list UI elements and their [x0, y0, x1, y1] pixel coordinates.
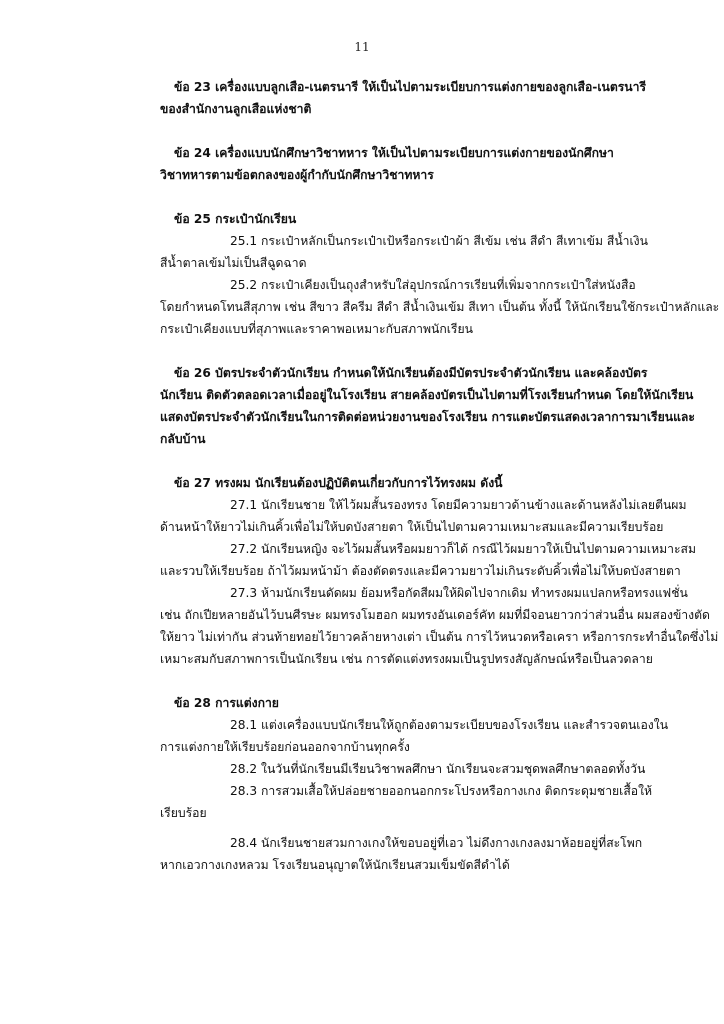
clause-28-3-line-2: เรียบร้อย	[160, 806, 207, 820]
section-27	[160, 472, 719, 670]
clause-28-4-line-1: 28.4 นักเรียนชายสวมกางเกงให้ขอบอยู่ที่เอว ไม่ดึงกางเกงลงมาห้อยอยู่ที่สะโพก	[230, 836, 643, 850]
section-24-line-1: ข้อ 24 เครื่องแบบนักศึกษาวิชาทหาร ให้เป็นไปตามระเบียบการแต่งกายของนักศึกษา	[174, 146, 614, 160]
clause-27-1-line-2: ด้านหน้าให้ยาวไม่เกินคิ้วเพื่อไม่ให้บดบังสายตา ให้เป็นไปตามความเหมาะสมและมีความเรียบร้อย	[160, 520, 664, 534]
clause-28-1-line-2: การแต่งกายให้เรียบร้อยก่อนออกจากบ้านทุกครั้ง	[160, 740, 410, 754]
section-23-line-1: ข้อ 23 เครื่องแบบลูกเสือ-เนตรนารี ให้เป็นไปตามระเบียบการแต่งกายของลูกเสือ-เนตรนารี	[174, 80, 647, 94]
clause-28-2-line-1: 28.2 ในวันที่นักเรียนมีเรียนวิชาพลศึกษา นักเรียนจะสวมชุดพลศึกษาตลอดทั้งวัน	[230, 762, 646, 776]
clause-27-1-line-1: 27.1 นักเรียนชาย ให้ไว้ผมสั้นรองทรง โดยมีความยาวด้านข้างและด้านหลังไม่เลยตีนผม	[230, 498, 687, 512]
section-26-line-1: ข้อ 26 บัตรประจำตัวนักเรียน กำหนดให้นักเรียนต้องมีบัตรประจำตัวนักเรียน และคล้องบัตร	[174, 366, 648, 380]
section-26-line-2: นักเรียน ติดตัวตลอดเวลาเมื่ออยู่ในโรงเรียน สายคล้องบัตรเป็นไปตามที่โรงเรียนกำหนด โดยให้นักเรียน	[160, 388, 694, 402]
section-28-heading: ข้อ 28 การแต่งกาย	[174, 696, 279, 710]
section-23-line-2: ของสำนักงานลูกเสือแห่งชาติ	[160, 102, 312, 116]
clause-28-1-line-1: 28.1 แต่งเครื่องแบบนักเรียนให้ถูกต้องตามระเบียบของโรงเรียน และสำรวจตนเองใน	[230, 718, 669, 732]
section-25-heading: ข้อ 25 กระเป๋านักเรียน	[174, 212, 297, 226]
clause-27-3-line-2: เช่น ถักเปียหลายอันไว้บนศีรษะ ผมทรงโมฮอก ผมทรงอันเดอร์คัท ผมที่มีจอนยาวกว่าส่วนอื่น ผมสองข้างตัด	[160, 608, 710, 622]
clause-28-3-line-1: 28.3 การสวมเสื้อให้ปล่อยชายออกนอกกระโปรงหรือกางเกง ติดกระดุมชายเสื้อให้	[230, 784, 653, 798]
clause-25-2-line-1: 25.2 กระเป๋าเคียงเป็นถุงสำหรับใส่อุปกรณ์การเรียนที่เพิ่มจากกระเป๋าใส่หนังสือ	[230, 278, 636, 292]
clause-25-1-line-1: 25.1 กระเป๋าหลักเป็นกระเป๋าเป้หรือกระเป๋าผ้า สีเข้ม เช่น สีดำ สีเทาเข้ม สีน้ำเงิน	[230, 234, 648, 248]
clause-25-2-line-3: กระเป๋าเคียงแบบที่สุภาพและราคาพอเหมาะกับสภาพนักเรียน	[160, 322, 473, 336]
section-28	[160, 692, 672, 876]
document-body	[160, 76, 720, 898]
section-24	[160, 142, 672, 186]
clause-27-3-line-1: 27.3 ห้ามนักเรียนดัดผม ย้อมหรือกัดสีผมให้ผิดไปจากเดิม ทำทรงผมแปลกหรือทรงแฟชั่น	[230, 586, 688, 600]
section-26-line-4: กลับบ้าน	[160, 432, 206, 446]
clause-27-2-line-1: 27.2 นักเรียนหญิง จะไว้ผมสั้นหรือผมยาวก็ได้ กรณีไว้ผมยาวให้เป็นไปตามความเหมาะสม	[230, 542, 697, 556]
page-number: 11	[354, 40, 370, 54]
section-26-line-3: แสดงบัตรประจำตัวนักเรียนในการติดต่อหน่วยงานของโรงเรียน การแตะบัตรแสดงเวลาการมาเรียนและ	[160, 410, 695, 424]
clause-28-4-line-2: หากเอวกางเกงหลวม โรงเรียนอนุญาตให้นักเรียนสวมเข็มขัดสีดำได้	[160, 858, 510, 872]
clause-27-2-line-2: และรวบให้เรียบร้อย ถ้าไว้ผมหน้าม้า ต้องตัดตรงและมีความยาวไม่เกินระดับคิ้วเพื่อไม่ให้บดบังสายตา	[160, 564, 681, 578]
section-23	[160, 76, 672, 120]
clause-25-1-line-2: สีน้ำตาลเข้มไม่เป็นสีฉูดฉาด	[160, 256, 307, 270]
section-26	[160, 362, 695, 450]
section-27-heading: ข้อ 27 ทรงผม นักเรียนต้องปฏิบัติตนเกี่ยวกับการไว้ทรงผม ดังนี้	[174, 476, 503, 490]
clause-27-3-line-3: ให้ยาว ไม่เท่ากัน ส่วนท้ายทอยไว้ยาวคล้ายหางเต่า เป็นต้น การไว้หนวดหรือเครา หรือการกระทำอื่นใดซึ่งไม่	[160, 630, 719, 644]
section-25	[160, 208, 720, 340]
clause-25-2-line-2: โดยกำหนดโทนสีสุภาพ เช่น สีขาว สีครีม สีดำ สีน้ำเงินเข้ม สีเทา เป็นต้น ทั้งนี้ ให้นักเรียนใช้กระเป๋าหลักและ	[160, 300, 720, 314]
section-24-line-2: วิชาทหารตามข้อตกลงของผู้กำกับนักศึกษาวิชาทหาร	[160, 168, 434, 182]
clause-27-3-line-4: เหมาะสมกับสภาพการเป็นนักเรียน เช่น การตัดแต่งทรงผมเป็นรูปทรงสัญลักษณ์หรือเป็นลวดลาย	[160, 652, 653, 666]
